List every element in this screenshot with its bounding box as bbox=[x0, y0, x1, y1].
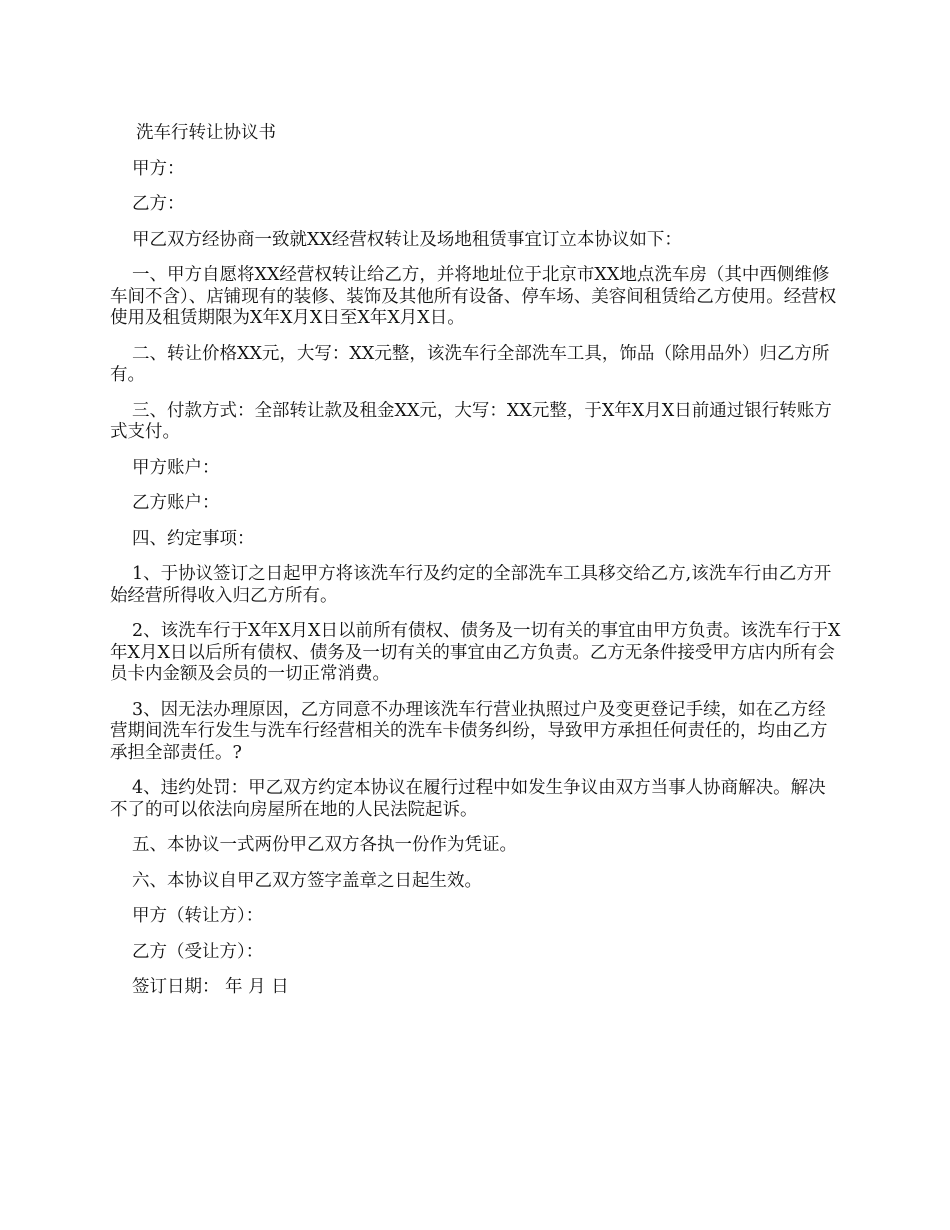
signature-party-b: 乙方（受让方）： bbox=[132, 941, 264, 962]
clause-6: 六、本协议自甲乙双方签字盖章之日起生效。 bbox=[132, 870, 482, 891]
document-title: 洗车行转让协议书 bbox=[136, 123, 276, 143]
clause-4-heading: 四、约定事项： bbox=[132, 528, 255, 549]
party-b-account: 乙方账户： bbox=[132, 493, 220, 513]
clause-5: 五、本协议一式两份甲乙双方各执一份作为凭证。 bbox=[132, 835, 517, 855]
party-b-label: 乙方： bbox=[132, 194, 185, 214]
clause-4-item-1: 1、于协议签订之日起甲方将该洗车行及约定的全部洗车工具移交给乙方,该洗车行由乙方开始经营所得收入归乙方所有。 bbox=[110, 564, 832, 606]
signature-party-a: 甲方（转让方）： bbox=[132, 906, 264, 926]
clause-3: 三、付款方式：全部转让款及租金XX元，大写：XX元整，于X年X月X日前通过银行转账方式支付。 bbox=[110, 400, 832, 442]
party-a-label: 甲方： bbox=[132, 158, 185, 179]
signing-date: 签订日期： 年 月 日 bbox=[132, 977, 289, 997]
intro-paragraph: 甲乙双方经协商一致就XX经营权转让及场地租赁事宜订立本协议如下： bbox=[132, 229, 682, 250]
clause-4-item-4: 4、违约处罚：甲乙双方约定本协议在履行过程中如发生争议由双方当事人协商解决。解决不了的可以依法向房屋所在地的人民法院起诉。 bbox=[110, 778, 826, 820]
clause-4-item-2: 2、该洗车行于X年X月X日以前所有债权、债务及一切有关的事宜由甲方负责。该洗车行于X年X月X日以后所有债权、债务及一切有关的事宜由乙方负责。乙方无条件接受甲方店内所有会员卡内金额及会员的一切正常消费。 bbox=[110, 621, 841, 684]
clause-4-item-3: 3、因无法办理原因，乙方同意不办理该洗车行营业执照过户及变更登记手续，如在乙方经营期间洗车行发生与洗车行经营相关的洗车卡债务纠纷，导致甲方承担任何责任的，均由乙方承担全部责任。? bbox=[110, 699, 828, 763]
party-a-account: 甲方账户： bbox=[132, 457, 220, 478]
clause-1: 一、甲方自愿将XX经营权转让给乙方，并将地址位于北京市XX地点洗车房（其中西侧维修车间不含）、店铺现有的装修、装饰及其他所有设备、停车场、美容间租赁给乙方使用。经营权使用及租赁期限为X年X月X日至X年X月X日。 bbox=[110, 265, 837, 328]
clause-2: 二、转让价格XX元，大写：XX元整，该洗车行全部洗车工具，饰品（除用品外）归乙方所有。 bbox=[110, 343, 830, 385]
